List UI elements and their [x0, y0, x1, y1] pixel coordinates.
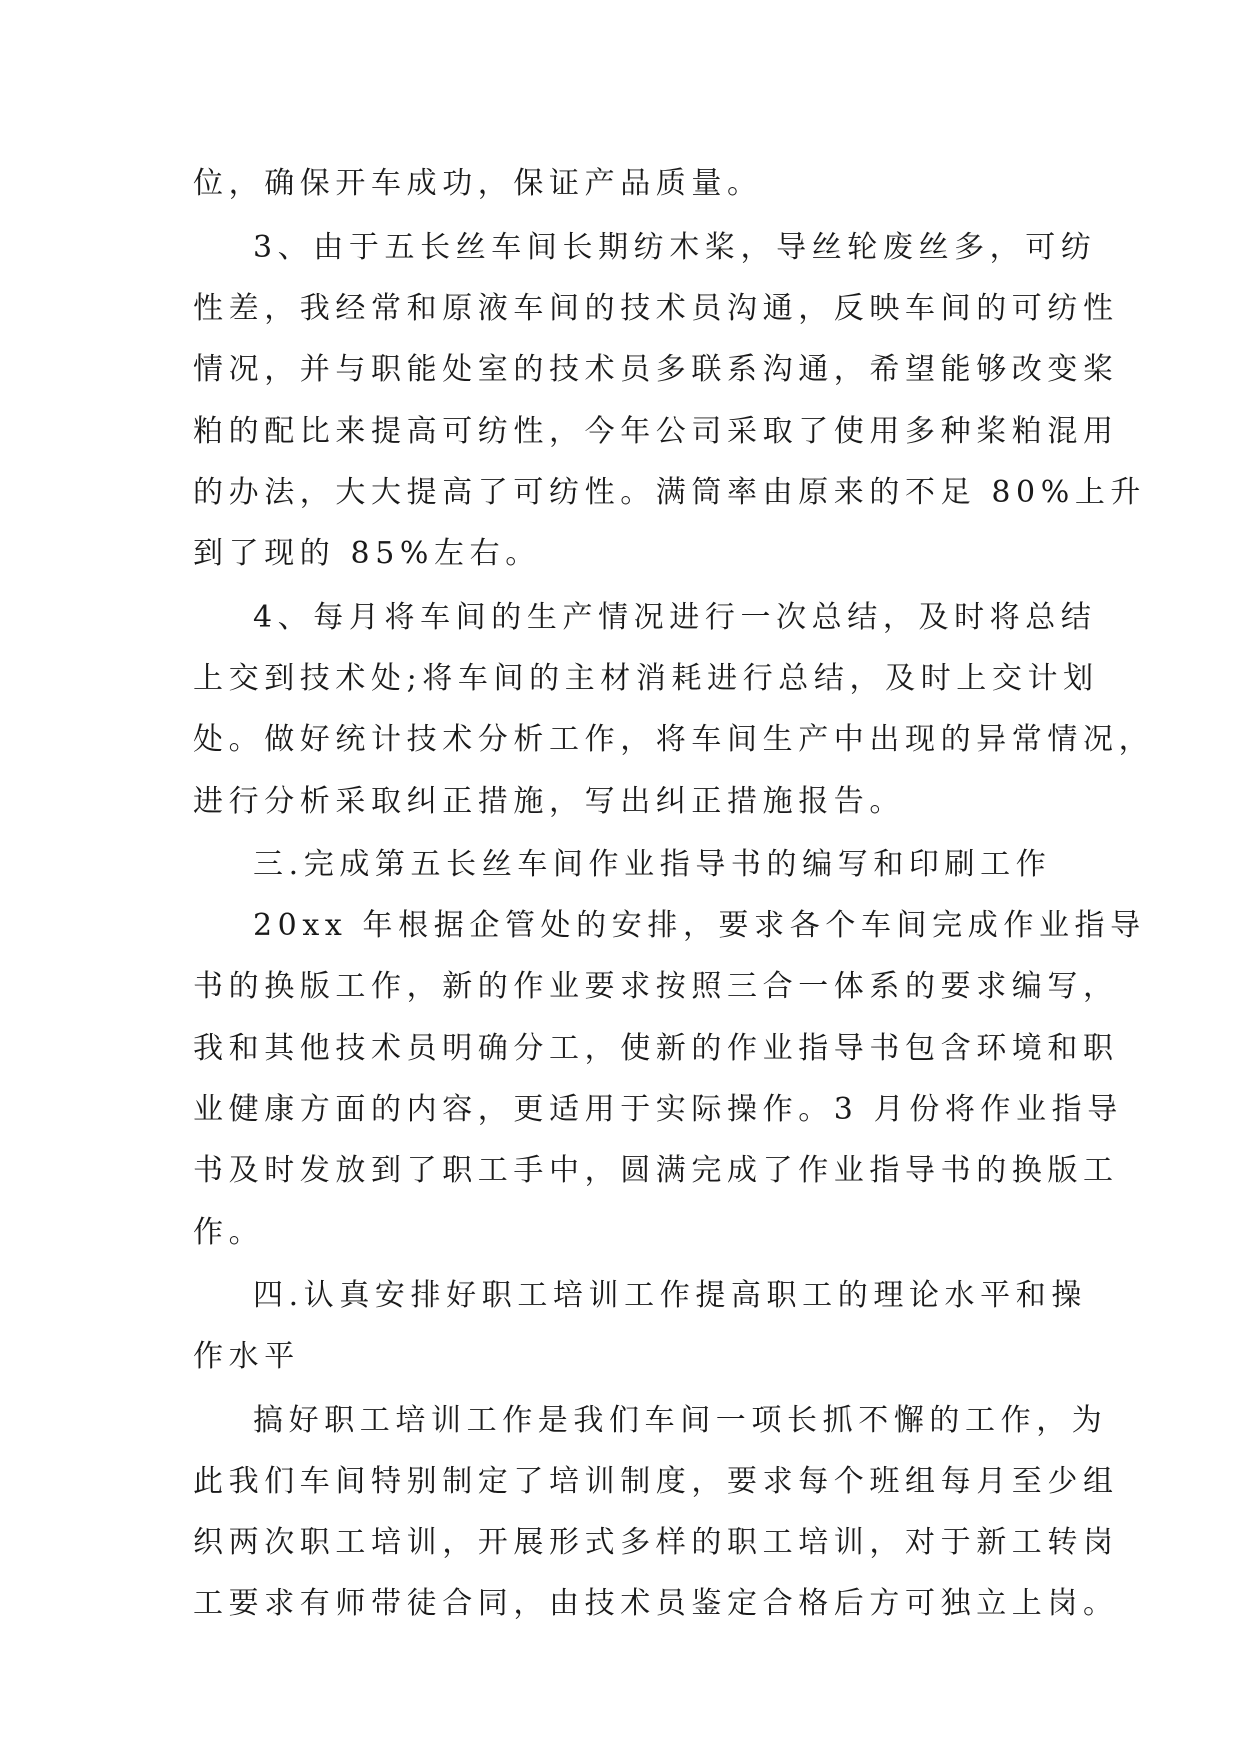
text-line: 20xx 年根据企管处的安排，要求各个车间完成作业指导: [253, 908, 1146, 943]
section-heading: 三.完成第五长丝车间作业指导书的编写和印刷工作: [253, 847, 1052, 882]
section-heading: 四.认真安排好职工培训工作提高职工的理论水平和操: [253, 1278, 1087, 1313]
text-line: 情况，并与职能处室的技术员多联系沟通，希望能够改变桨: [193, 352, 1119, 387]
text-line: 3、由于五长丝车间长期纺木桨，导丝轮废丝多，可纺: [253, 230, 1097, 265]
text-line: 此我们车间特别制定了培训制度，要求每个班组每月至少组: [193, 1464, 1119, 1499]
text-line: 作。: [193, 1215, 265, 1250]
text-line: 的办法，大大提高了可纺性。满筒率由原来的不足 80%上升: [193, 475, 1147, 510]
text-line: 4、每月将车间的生产情况进行一次总结，及时将总结: [253, 600, 1097, 635]
text-line: 工要求有师带徒合同，由技术员鉴定合格后方可独立上岗。: [193, 1586, 1119, 1621]
text-line: 书的换版工作，新的作业要求按照三合一体系的要求编写，: [193, 969, 1119, 1004]
text-line: 书及时发放到了职工手中，圆满完成了作业指导书的换版工: [193, 1153, 1119, 1188]
text-line: 到了现的 85%左右。: [193, 536, 541, 571]
text-line: 上交到技术处;将车间的主材消耗进行总结，及时上交计划: [193, 661, 1099, 696]
text-line: 位，确保开车成功，保证产品质量。: [193, 166, 763, 201]
text-line: 性差，我经常和原液车间的技术员沟通，反映车间的可纺性: [193, 291, 1119, 326]
text-line: 处。做好统计技术分析工作，将车间生产中出现的异常情况，: [193, 722, 1155, 757]
text-line: 业健康方面的内容，更适用于实际操作。3 月份将作业指导: [193, 1092, 1123, 1127]
text-line: 搞好职工培训工作是我们车间一项长抓不懈的工作，为: [253, 1403, 1108, 1438]
section-heading: 作水平: [193, 1339, 300, 1374]
text-line: 我和其他技术员明确分工，使新的作业指导书包含环境和职: [193, 1031, 1119, 1066]
text-line: 粕的配比来提高可纺性，今年公司采取了使用多种桨粕混用: [193, 414, 1119, 449]
text-line: 进行分析采取纠正措施，写出纠正措施报告。: [193, 784, 905, 819]
text-line: 织两次职工培训，开展形式多样的职工培训，对于新工转岗: [193, 1525, 1119, 1560]
